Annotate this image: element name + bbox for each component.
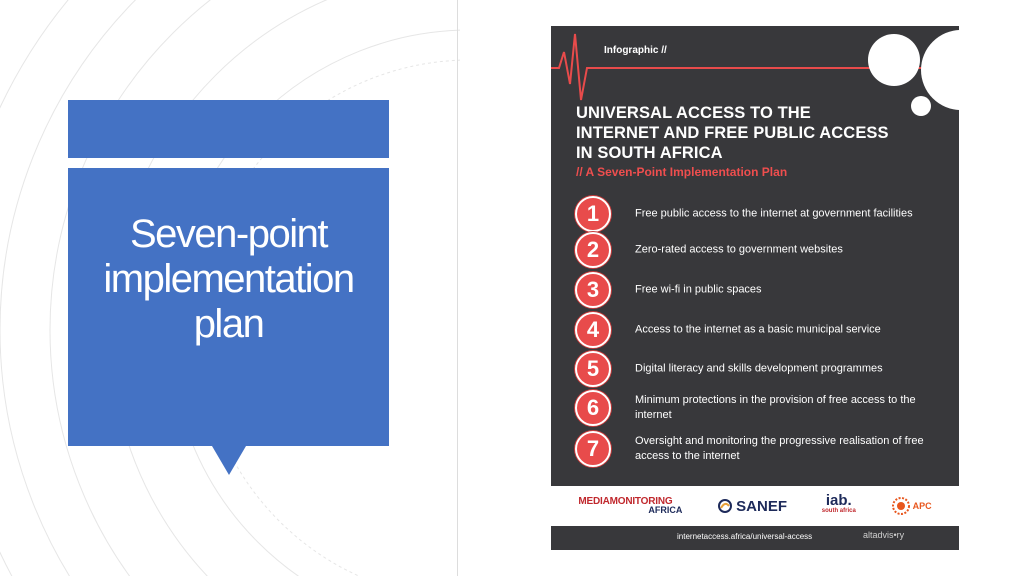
step-text: Access to the internet as a basic municipal service: [635, 323, 881, 336]
step-number-badge: 2: [575, 232, 611, 268]
step-item: [575, 272, 945, 308]
decorative-circle: [868, 34, 920, 86]
step-number-badge: 4: [575, 312, 611, 348]
step-text: Free wi-fi in public spaces: [635, 283, 762, 296]
media-monitoring-africa-logo: MEDIAMONITORING AFRICA: [578, 496, 683, 515]
step-text: Digital literacy and skills development programmes: [635, 362, 883, 375]
page-divider: [457, 0, 458, 576]
step-number-badge: 7: [575, 431, 611, 467]
infographic-kicker: Infographic //: [604, 45, 667, 56]
infographic-headline: UNIVERSAL ACCESS TO THE INTERNET AND FREE PUBLIC ACCESS IN SOUTH AFRICA: [576, 104, 889, 162]
title-header-bar: [68, 100, 389, 158]
step-number-badge: 5: [575, 351, 611, 387]
step-text: Zero-rated access to government websites: [635, 243, 843, 256]
sanef-swirl-icon: [717, 498, 733, 514]
partner-logos: [551, 486, 959, 526]
step-item: [575, 390, 945, 426]
step-item: [575, 312, 945, 348]
step-number-badge: 6: [575, 390, 611, 426]
step-text: Oversight and monitoring the progressive realisation of free access to the internet: [635, 435, 924, 462]
infographic-image: [551, 26, 959, 550]
apc-logo: APC: [891, 496, 932, 516]
step-item: [575, 351, 945, 387]
sanef-logo: SANEF: [717, 498, 787, 515]
step-item: [575, 232, 945, 268]
step-text: Free public access to the internet at government facilities: [635, 207, 913, 220]
pointer-triangle: [212, 446, 246, 475]
iab-logo: iab. south africa: [821, 492, 856, 514]
infographic-url: internetaccess.africa/universal-access: [677, 532, 813, 541]
infographic-credit: altadvis•ry: [863, 530, 905, 540]
infographic-subhead: // A Seven-Point Implementation Plan: [576, 165, 788, 179]
slide-title: Seven-point implementation plan: [103, 212, 354, 346]
step-number-badge: 1: [575, 196, 611, 232]
step-item: [575, 196, 945, 232]
step-number-badge: 3: [575, 272, 611, 308]
apc-sunburst-icon: [891, 496, 911, 516]
title-panel: [68, 168, 389, 446]
step-item: [575, 431, 945, 467]
step-text: Minimum protections in the provision of free access to the internet: [635, 394, 916, 421]
